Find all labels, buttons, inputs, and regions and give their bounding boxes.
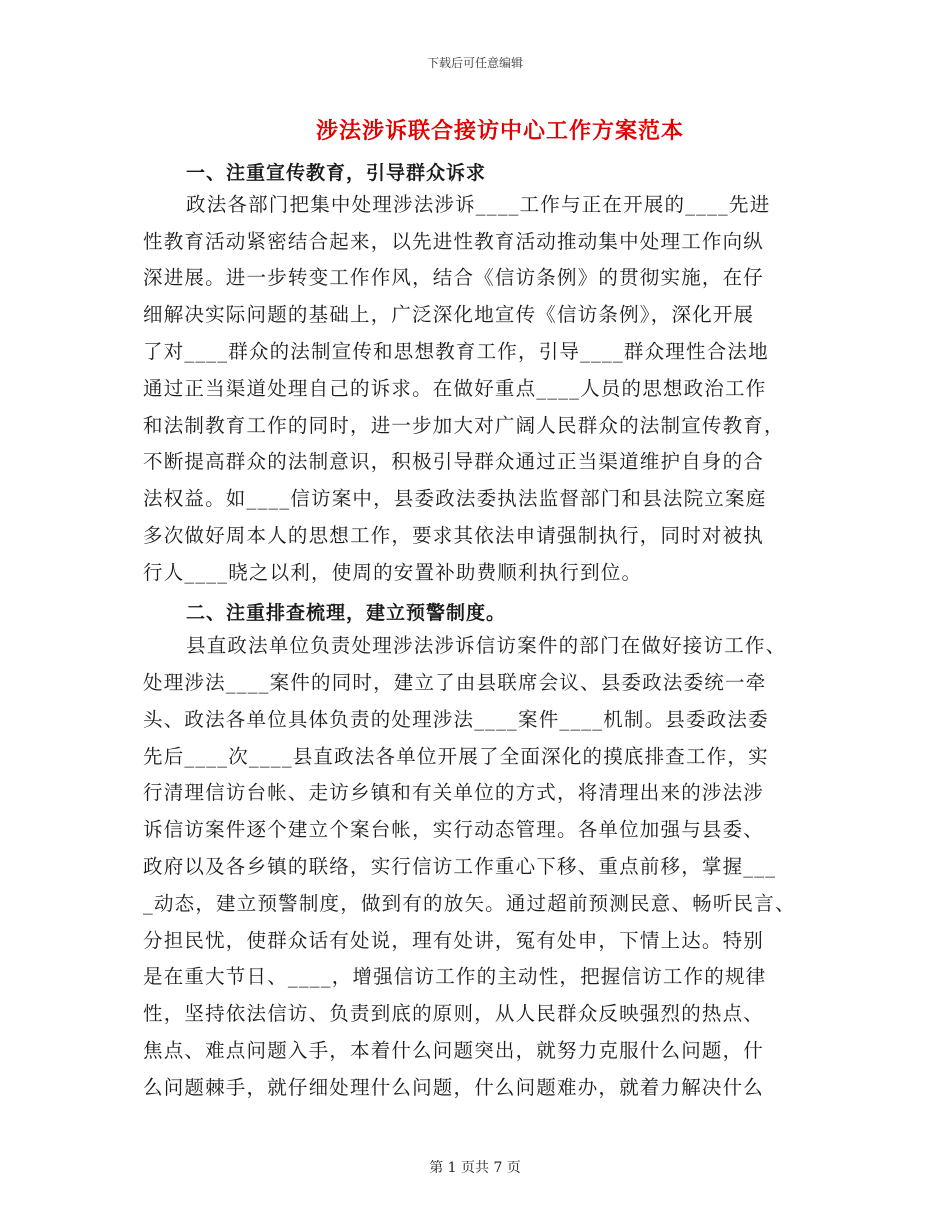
paragraph-line: 头、政法各单位具体负责的处理涉法____案件____机制。县委政法委 bbox=[143, 708, 769, 731]
paragraph-line: 深进展。进一步转变工作作风，结合《信访条例》的贯彻实施，在仔 bbox=[143, 266, 765, 289]
paragraph-line: 是在重大节日、____，增强信访工作的主动性，把握信访工作的规律 bbox=[143, 965, 767, 988]
paragraph-line: 法权益。如____信访案中，县委政法委执法监督部门和县法院立案庭 bbox=[143, 487, 767, 510]
paragraph-line: 县直政法单位负责处理涉法涉诉信访案件的部门在做好接访工作、 bbox=[186, 634, 787, 657]
paragraph-line: 处理涉法____案件的同时，建立了由县联席会议、县委政法委统一牵 bbox=[143, 671, 767, 694]
paragraph-line: 行人____晓之以利，使周的安置补助费顺利执行到位。 bbox=[143, 561, 643, 584]
paragraph-line: 政法各部门把集中处理涉法涉诉____工作与正在开展的____先进 bbox=[186, 193, 771, 216]
paragraph-line: 多次做好周本人的思想工作，要求其依法申请强制执行，同时对被执 bbox=[143, 524, 765, 547]
paragraph-line: 通过正当渠道处理自己的诉求。在做好重点____人员的思想政治工作 bbox=[143, 377, 767, 400]
paragraph-line: 行清理信访台帐、走访乡镇和有关单位的方式，将清理出来的涉法涉 bbox=[143, 781, 765, 804]
paragraph-line: 诉信访案件逐个建立个案台帐，实行动态管理。各单位加强与县委、 bbox=[143, 818, 765, 841]
section-heading-1: 一、注重宣传教育，引导群众诉求 bbox=[186, 162, 487, 184]
paragraph-line: 焦点、难点问题入手，本着什么问题突出，就努力克服什么问题，什 bbox=[143, 1039, 765, 1062]
paragraph-line: 么问题棘手，就仔细处理什么问题，什么问题难办，就着力解决什么 bbox=[143, 1076, 765, 1099]
page-footer: 第 1 页共 7 页 bbox=[429, 1160, 521, 1176]
paragraph-line: 和法制教育工作的同时，进一步加大对广阔人民群众的法制宣传教育， bbox=[143, 414, 785, 437]
paragraph-line: 性，坚持依法信访、负责到底的原则，从人民群众反映强烈的热点、 bbox=[143, 1002, 765, 1025]
paragraph-line: 分担民忧，使群众话有处说，理有处讲，冤有处申，下情上达。特别 bbox=[143, 929, 765, 952]
paragraph-line: 细解决实际问题的基础上，广泛深化地宣传《信访条例》，深化开展 bbox=[143, 303, 755, 326]
document-title: 涉法涉诉联合接访中心工作方案范本 bbox=[315, 118, 684, 144]
paragraph-line: 了对____群众的法制宣传和思想教育工作，引导____群众理性合法地 bbox=[143, 340, 769, 363]
section-heading-2: 二、注重排查梳理，建立预警制度。 bbox=[186, 602, 507, 624]
header-note: 下载后可任意编辑 bbox=[426, 56, 523, 70]
paragraph-line: 政府以及各乡镇的联络，实行信访工作重心下移、重点前移，掌握___ bbox=[143, 855, 777, 878]
paragraph-line: 性教育活动紧密结合起来，以先进性教育活动推动集中处理工作向纵 bbox=[143, 230, 765, 253]
paragraph-line: 先后____次____县直政法各单位开展了全面深化的摸底排查工作，实 bbox=[143, 745, 769, 768]
paragraph-line: 不断提高群众的法制意识，积极引导群众通过正当渠道维护自身的合 bbox=[143, 450, 765, 473]
paragraph-line: _动态，建立预警制度，做到有的放矢。通过超前预测民意、畅听民言、 bbox=[143, 892, 796, 915]
